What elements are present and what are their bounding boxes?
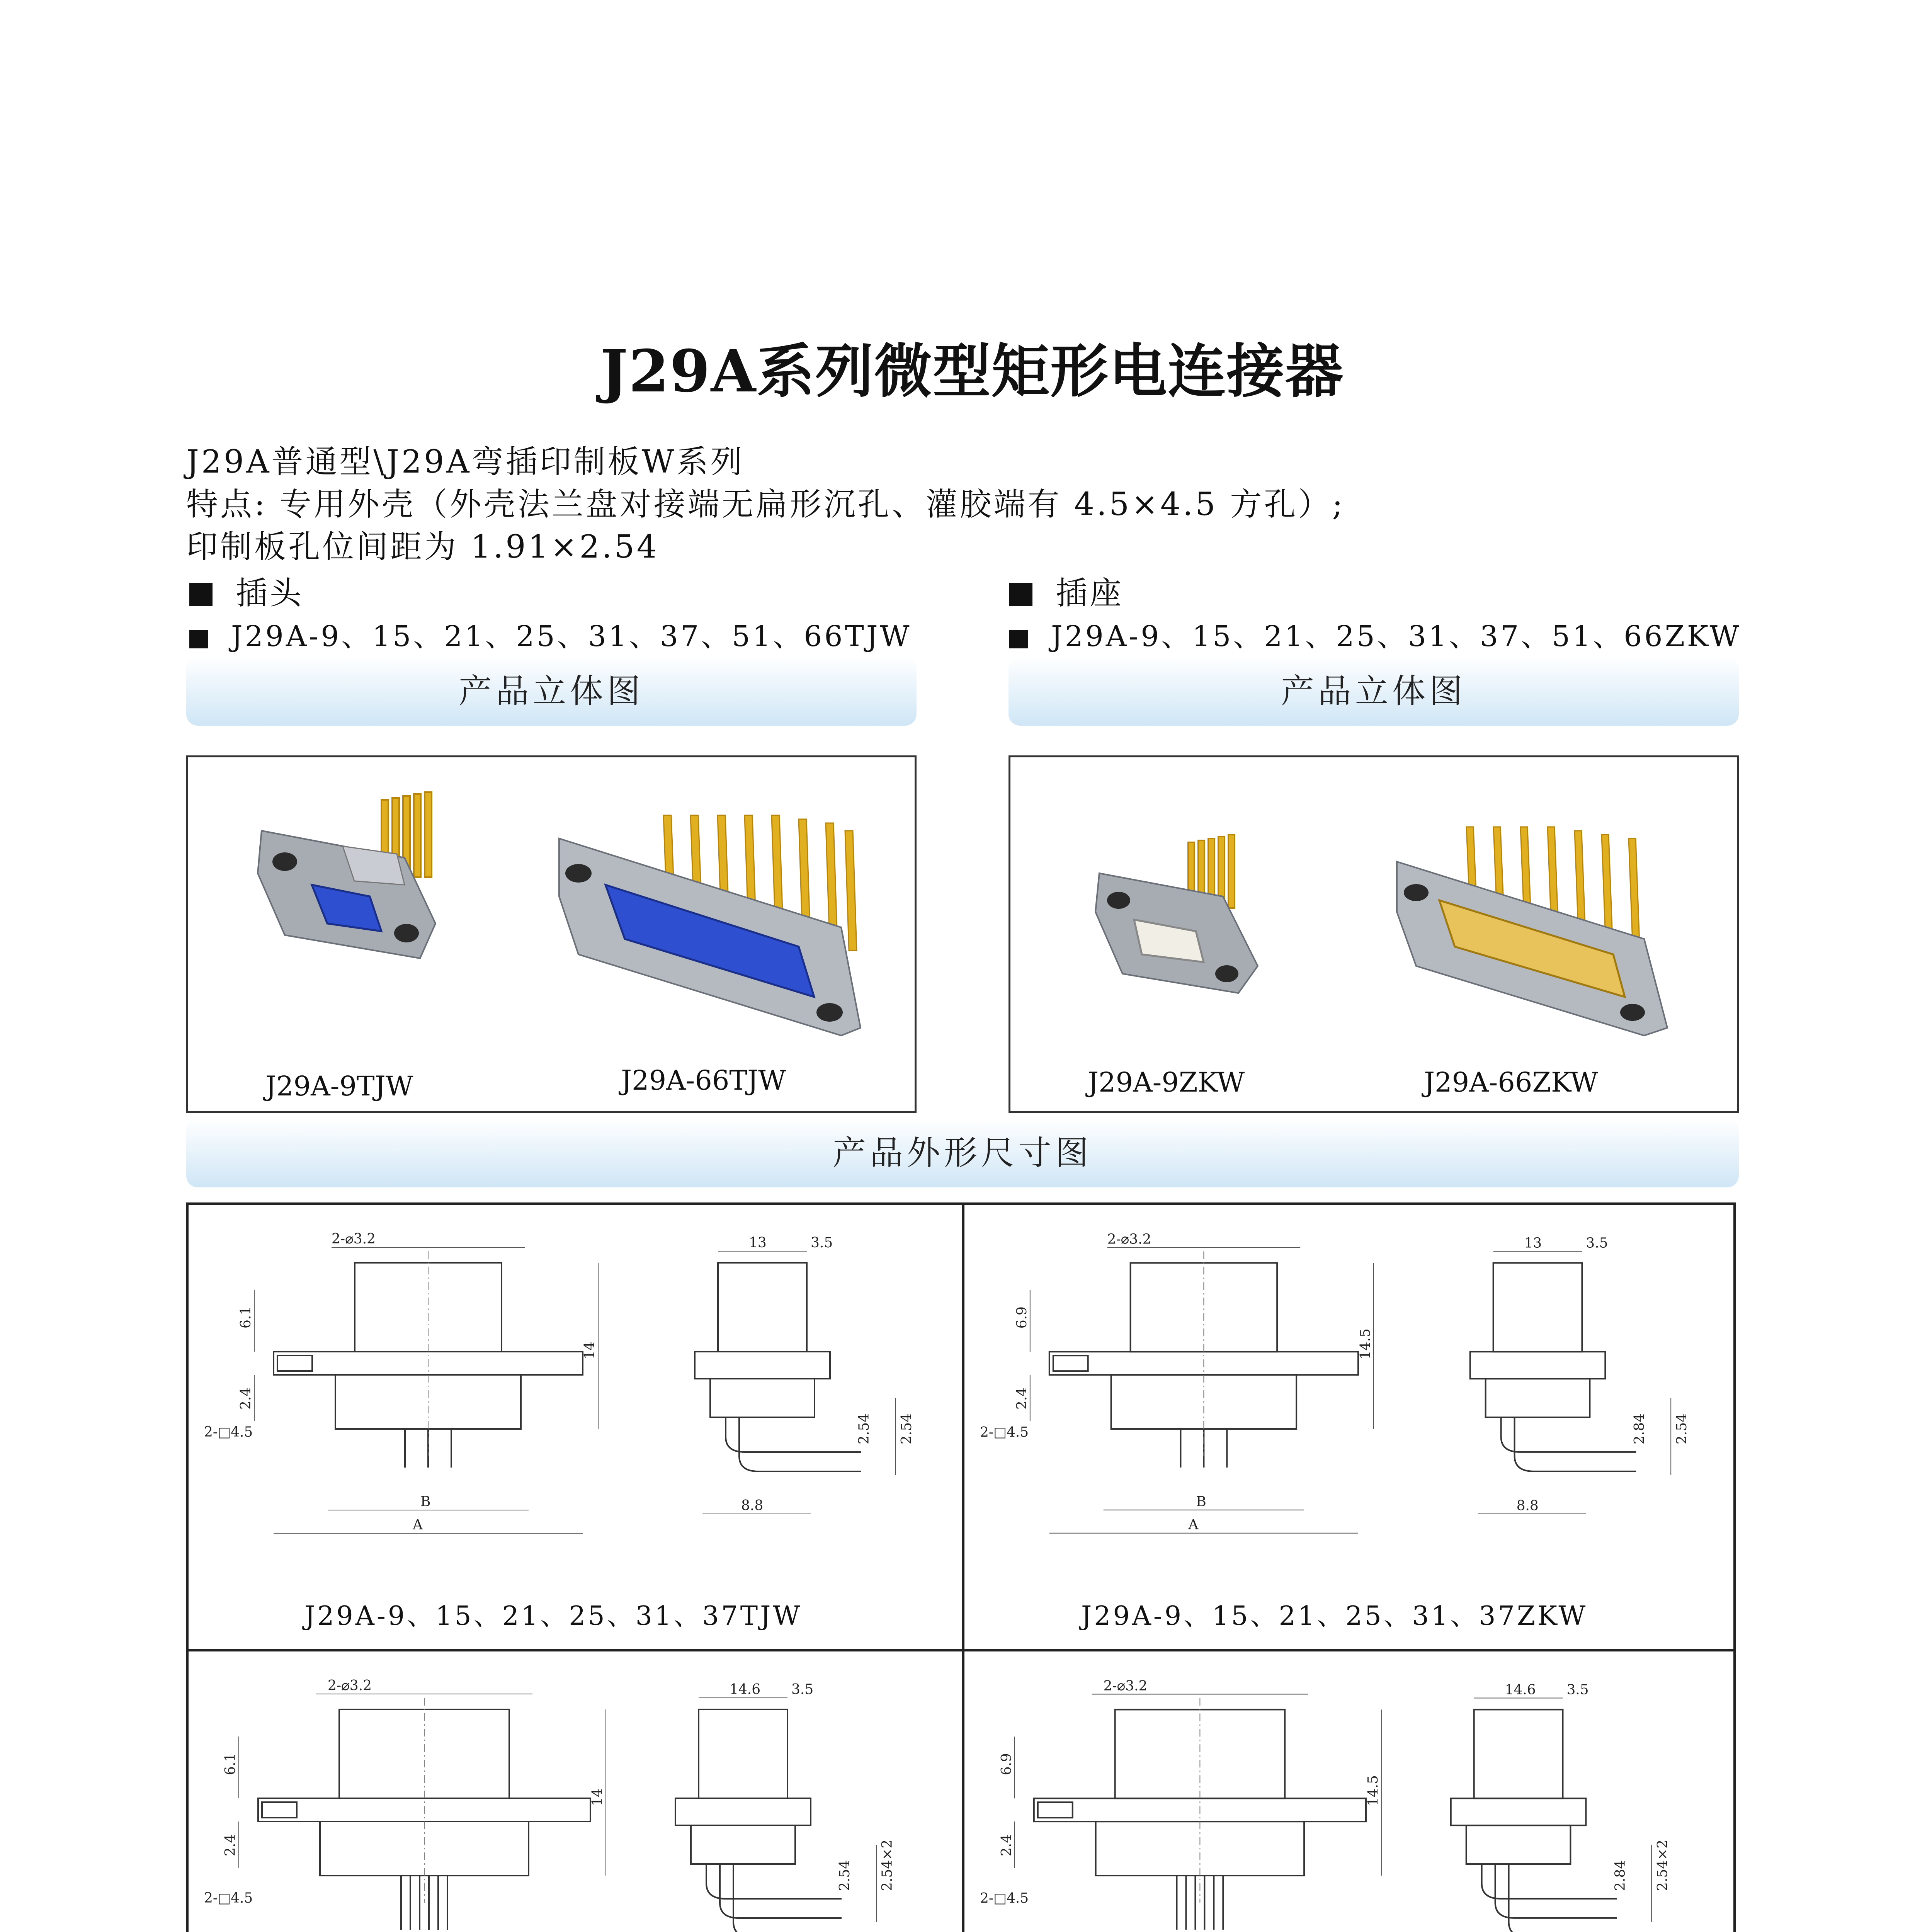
bent-pin [1501, 1417, 1636, 1452]
dimension-label-holes: 2-⌀3.2 [332, 1231, 376, 1247]
dimension-banner: 产品外形尺寸图 [186, 1119, 1739, 1187]
dimension-label-height: 14.5 [1357, 1328, 1373, 1360]
square-bullet-icon [189, 583, 213, 606]
bent-pin [1515, 1417, 1636, 1471]
front-view-housing [339, 1709, 509, 1798]
bent-pin [720, 1864, 842, 1918]
bent-pin [739, 1417, 861, 1471]
drawing-caption: J29A-9、15、21、25、31、37ZKW [1081, 1601, 1588, 1631]
page-title: J29A系列微型矩形电连接器 [600, 337, 1344, 405]
dimension-label-h1: 6.9 [1014, 1306, 1030, 1329]
dimension-label-flange: 3.5 [811, 1235, 833, 1251]
dimension-label-height: 14 [582, 1342, 598, 1359]
dimension-label-square: 2-□4.5 [980, 1424, 1029, 1440]
plug-3d-illustration [188, 757, 915, 1111]
dimension-label-pitch1: 2.84 [1631, 1413, 1648, 1444]
front-view-housing [355, 1263, 502, 1352]
drawing-plug-small [189, 1205, 961, 1649]
side-view-flange [675, 1798, 811, 1825]
plug-heading [189, 568, 304, 613]
dimension-label-pitch1: 2.84 [1612, 1860, 1628, 1891]
plug-image-caption-1: J29A-9TJW [265, 1070, 413, 1102]
socket-models-text: J29A-9、15、21、25、31、37、51、66ZKW [1051, 620, 1742, 653]
socket-9-image [1095, 835, 1258, 993]
dimension-label-width: 14.6 [730, 1682, 761, 1697]
dimension-drawings [186, 1202, 1736, 1932]
pcb-pitch-line: 印制板孔位间距为 1.91×2.54 [186, 529, 659, 565]
square-bullet-icon [1009, 583, 1032, 606]
dimension-label-square: 2-□4.5 [204, 1424, 253, 1440]
plug-heading-text: 插头 [236, 575, 304, 612]
dimension-label-b: B [420, 1494, 431, 1510]
front-view-housing [1115, 1709, 1285, 1798]
dimension-label-h1: 6.9 [998, 1753, 1014, 1776]
socket-3d-image-box [1009, 755, 1739, 1113]
socket-heading-text: 插座 [1056, 575, 1124, 612]
plug-models-text: J29A-9、15、21、25、31、37、51、66TJW [231, 620, 912, 653]
socket-image-caption-2: J29A-66ZKW [1424, 1066, 1598, 1098]
side-view-housing [1474, 1709, 1563, 1798]
dimension-label-h2: 2.4 [223, 1834, 238, 1856]
flange-slot [262, 1802, 297, 1818]
series-line: J29A普通型\J29A弯插印制板W系列 [186, 444, 745, 480]
plug-models [189, 614, 912, 655]
square-bullet-icon [189, 630, 208, 648]
dimension-label-h2: 2.4 [998, 1834, 1014, 1857]
bent-pin [1495, 1864, 1617, 1918]
plug-image-caption-2: J29A-66TJW [621, 1065, 786, 1096]
dimension-label-holes: 2-⌀3.2 [1103, 1678, 1148, 1694]
flange-slot [1053, 1355, 1088, 1371]
drawing-caption: J29A-9、15、21、25、31、37TJW [304, 1601, 803, 1631]
side-view-flange [1470, 1352, 1605, 1379]
socket-heading [1009, 568, 1124, 613]
dimension-label-flange: 3.5 [791, 1682, 814, 1697]
dimension-label-pitch2: 2.54 [1674, 1413, 1690, 1444]
bent-pin [1482, 1864, 1617, 1899]
dimension-label-width: 14.6 [1505, 1682, 1536, 1698]
dimension-label-square: 2-□4.5 [980, 1890, 1029, 1906]
dimension-label-h2: 2.4 [238, 1387, 254, 1410]
socket-image-caption-1: J29A-9ZKW [1088, 1066, 1245, 1098]
dimension-label-height: 14 [590, 1788, 605, 1806]
dimension-label-h1: 6.1 [238, 1306, 254, 1328]
dimension-label-holes: 2-⌀3.2 [328, 1678, 372, 1694]
plug-9-image [258, 792, 435, 958]
square-bullet-icon [1009, 630, 1028, 648]
dimension-label-a: A [413, 1517, 423, 1533]
bent-pin [726, 1417, 861, 1452]
socket-66-image [1397, 827, 1667, 1036]
dimension-label-square: 2-□4.5 [204, 1890, 253, 1906]
flange-slot [277, 1355, 312, 1371]
side-view-body [710, 1379, 815, 1417]
drawing-socket-small [964, 1205, 1736, 1649]
side-view-flange [695, 1352, 830, 1379]
bent-pin [706, 1864, 842, 1899]
dimension-label-flange: 3.5 [1566, 1682, 1589, 1698]
dimension-label-holes: 2-⌀3.2 [1107, 1231, 1151, 1247]
dimension-label-depth: 8.8 [741, 1498, 764, 1514]
plug-3d-image-box [186, 755, 917, 1113]
plug-66-image [559, 815, 861, 1036]
dimension-label-width: 13 [1524, 1235, 1542, 1251]
dimension-label-flange: 3.5 [1586, 1235, 1608, 1251]
side-view-housing [718, 1263, 807, 1352]
dimension-label-a: A [1188, 1517, 1199, 1533]
dimension-label-pitch1: 2.54 [856, 1413, 872, 1444]
socket-3d-illustration [1010, 757, 1737, 1111]
drawing-socket-large [964, 1651, 1736, 1932]
dimension-label-width: 13 [749, 1235, 767, 1251]
plug-3d-banner: 产品立体图 [186, 657, 917, 726]
side-view-body [691, 1825, 795, 1864]
front-view-housing [1131, 1263, 1277, 1352]
side-view-body [1466, 1825, 1571, 1864]
drawing-plug-large [189, 1651, 961, 1932]
side-view-housing [1493, 1263, 1582, 1352]
dimension-label-height: 14.5 [1365, 1775, 1381, 1806]
side-view-body [1486, 1379, 1590, 1417]
dimension-label-pitch2: 2.54×2 [1655, 1839, 1671, 1891]
dimension-label-depth: 8.8 [1516, 1497, 1539, 1514]
dimension-label-pitch2: 2.54×2 [879, 1839, 895, 1891]
dimension-label-pitch1: 2.54 [837, 1860, 853, 1891]
dimension-label-pitch2: 2.54 [899, 1413, 915, 1444]
side-view-flange [1451, 1798, 1586, 1825]
dimension-label-h2: 2.4 [1014, 1387, 1030, 1410]
features-line: 特点: 专用外壳（外壳法兰盘对接端无扁形沉孔、灌胶端有 4.5×4.5 方孔）; [186, 486, 1345, 523]
dimension-label-b: B [1196, 1493, 1206, 1510]
flange-slot [1038, 1802, 1073, 1818]
socket-3d-banner: 产品立体图 [1009, 657, 1739, 726]
dimension-label-h1: 6.1 [223, 1753, 238, 1775]
side-view-housing [699, 1709, 787, 1798]
socket-models [1009, 614, 1742, 655]
